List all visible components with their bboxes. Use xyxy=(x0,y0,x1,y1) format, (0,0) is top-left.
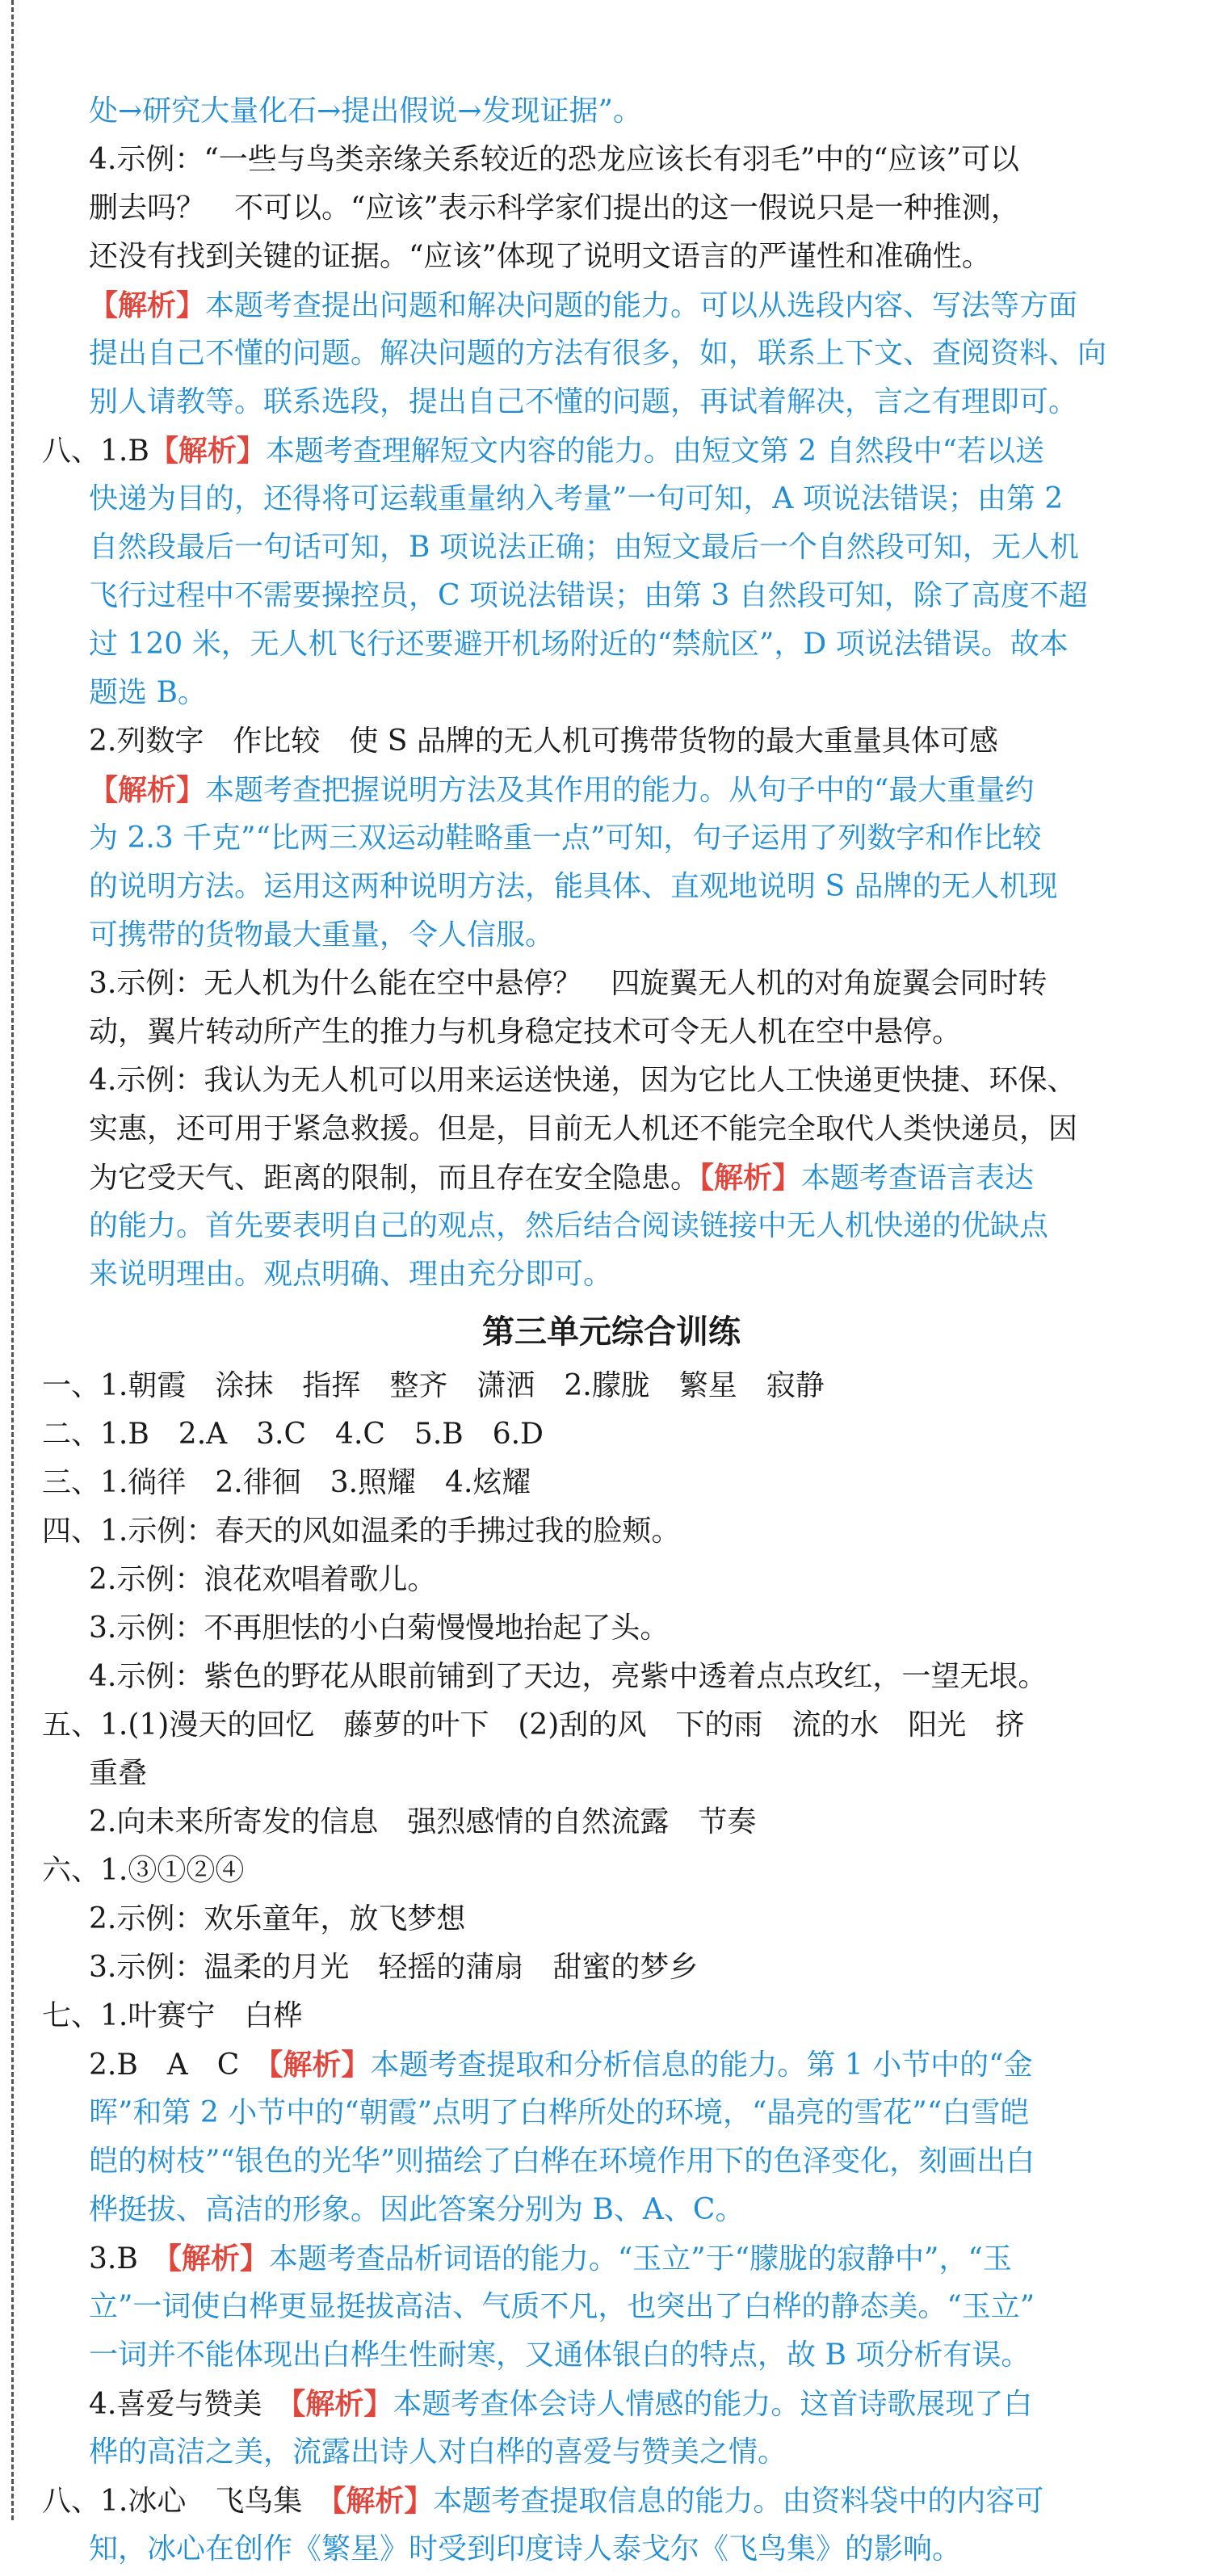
answer-text: 八、1.冰心 飞鸟集 xyxy=(42,2485,303,2518)
text-line: 五、1.(1)漫天的回忆 藤萝的叶下 (2)刮的风 下的雨 流的水 阳光 挤 xyxy=(42,1708,1025,1742)
answer-text: 4.喜爱与赞美 xyxy=(89,2388,262,2421)
analysis-text: 本题考查体会诗人情感的能力。这首诗歌展现了白 xyxy=(393,2388,1033,2421)
dashed-cut-line xyxy=(11,0,14,2520)
text-line: 桦挺拔、高洁的形象。因此答案分别为 B、A、C。 xyxy=(89,2193,745,2226)
text-line: 飞行过程中不需要操控员，C 项说法错误；由第 3 自然段可知，除了高度不超 xyxy=(89,579,1088,612)
text-line: 三、1.徜徉 2.徘徊 3.照耀 4.炫耀 xyxy=(42,1466,531,1499)
text-line: 4.示例：“一些与鸟类亲缘关系较近的恐龙应该长有羽毛”中的“应该”可以 xyxy=(89,143,1019,176)
text-line: 七、1.叶赛宁 白桦 xyxy=(42,1999,303,2032)
analysis-text: 本题考查提取和分析信息的能力。第 1 小节中的“金 xyxy=(370,2049,1033,2082)
text-line: 2.列数字 作比较 使 S 品牌的无人机可携带货物的最大重量具体可感 xyxy=(89,725,998,758)
analysis-line xyxy=(42,766,1181,814)
analysis-tag: 【解析】 xyxy=(89,773,206,807)
analysis-line xyxy=(42,2380,1181,2428)
text-line: 知，冰心在创作《繁星》时受到印度诗人泰戈尔《飞鸟集》的影响。 xyxy=(89,2532,962,2565)
analysis-tag: 【解析】 xyxy=(166,2242,269,2276)
text-line: 一词并不能体现出白桦生性耐寒，又通体银白的特点，故 B 项分析有误。 xyxy=(89,2339,1031,2372)
text-line: 六、1.③①②④ xyxy=(42,1854,245,1887)
text-line: 提出自己不懂的问题。解决问题的方法有很多，如，联系上下文、查阅资料、向 xyxy=(89,337,1107,370)
text-line: 3.示例：无人机为什么能在空中悬停？ 四旋翼无人机的对角旋翼会同时转 xyxy=(89,967,1048,1000)
text-line: 4.示例：我认为无人机可以用来运送快递，因为它比人工快递更快捷、环保、 xyxy=(89,1064,1077,1097)
text-line: 快递为目的，还得将可运载重量纳入考量”一句可知，A 项说法错误；由第 2 xyxy=(89,482,1064,515)
text-line: 删去吗？ 不可以。“应该”表示科学家们提出的这一假说只是一种推测， xyxy=(89,191,1020,225)
analysis-text: 本题考查品析词语的能力。“玉立”于“朦胧的寂静中”，“玉 xyxy=(268,2242,1012,2276)
text-line: 桦的高洁之美，流露出诗人对白桦的喜爱与赞美之情。 xyxy=(89,2435,787,2469)
analysis-tag: 【解析】 xyxy=(291,2387,393,2421)
question-number: 八、1.B xyxy=(42,435,149,468)
analysis-text: 本题考查理解短文内容的能力。由短文第 2 自然段中“若以送 xyxy=(265,435,1045,468)
text-line: 的能力。首先要表明自己的观点，然后结合阅读链接中无人机快递的优缺点 xyxy=(89,1209,1049,1242)
analysis-tag: 【解析】 xyxy=(699,1161,802,1195)
analysis-text: 本题考查语言表达 xyxy=(801,1162,1035,1195)
analysis-tag: 【解析】 xyxy=(149,434,266,468)
text-line: 的说明方法。运用这两种说明方法，能具体、直观地说明 S 品牌的无人机现 xyxy=(89,870,1058,903)
analysis-text: 本题考查提出问题和解决问题的能力。可以从选段内容、写法等方面 xyxy=(205,289,1078,322)
text-line: 动，翼片转动所产生的推力与机身稳定技术可令无人机在空中悬停。 xyxy=(89,1015,962,1048)
text-line: 2.示例：欢乐童年，放飞梦想 xyxy=(89,1902,466,1935)
analysis-line xyxy=(42,2234,1181,2283)
text-line: 为 2.3 千克”“比两三双运动鞋略重一点”可知，句子运用了列数字和作比较 xyxy=(89,822,1042,855)
text-line: 3.示例：不再胆怯的小白菊慢慢地抬起了头。 xyxy=(89,1612,670,1645)
analysis-tag: 【解析】 xyxy=(268,2048,371,2082)
text-line: 处→研究大量化石→提出假说→发现证据”。 xyxy=(89,95,642,128)
text-line: 来说明理由。观点明确、理由充分即可。 xyxy=(89,1258,613,1291)
text-line: 题选 B。 xyxy=(89,676,207,709)
text-line: 自然段最后一句话可知，B 项说法正确；由短文最后一个自然段可知，无人机 xyxy=(89,531,1079,564)
text-line: 2.示例：浪花欢唱着歌儿。 xyxy=(89,1563,437,1596)
analysis-tag: 【解析】 xyxy=(331,2484,434,2518)
section-title: 第三单元综合训练 xyxy=(482,1313,741,1351)
analysis-text: 本题考查提取信息的能力。由资料袋中的内容可 xyxy=(433,2485,1044,2518)
text-line: 过 120 米，无人机飞行还要避开机场附近的“禁航区”，D 项说法错误。故本 xyxy=(89,628,1069,661)
analysis-line xyxy=(42,2040,1181,2089)
analysis-line xyxy=(42,2477,1181,2525)
text-line: 还没有找到关键的证据。“应该”体现了说明文语言的严谨性和准确性。 xyxy=(89,240,991,273)
text-line: 3.示例：温柔的月光 轻摇的蒲扇 甜蜜的梦乡 xyxy=(89,1951,699,1984)
text-line: 二、1.B 2.A 3.C 4.C 5.B 6.D xyxy=(42,1418,544,1451)
answer-text: 3.B xyxy=(89,2242,138,2276)
answer-text: 为它受天气、距离的限制，而且存在安全隐患。 xyxy=(89,1162,700,1195)
text-line: 4.示例：紫色的野花从眼前铺到了天边，亮紫中透着点点玫红，一望无垠。 xyxy=(89,1660,1048,1693)
text-line: 别人请教等。联系选段，提出自己不懂的问题，再试着解决，言之有理即可。 xyxy=(89,385,1078,418)
analysis-line xyxy=(42,281,1181,330)
text-line: 实惠，还可用于紧急救援。但是，目前无人机还不能完全取代人类快递员，因 xyxy=(89,1112,1078,1145)
answer-text: 2.B A C xyxy=(89,2049,240,2082)
text-line: 重叠 xyxy=(89,1757,148,1790)
text-line: 晖”和第 2 小节中的“朝霞”点明了白桦所处的环境，“晶亮的雪花”“白雪皑 xyxy=(89,2096,1030,2129)
analysis-line xyxy=(42,1154,1181,1202)
analysis-text: 本题考查把握说明方法及其作用的能力。从句子中的“最大重量约 xyxy=(205,774,1035,807)
answer-content xyxy=(42,87,1181,2574)
analysis-tag: 【解析】 xyxy=(89,288,206,322)
text-line: 皑的树枝”“银色的光华”则描绘了白桦在环境作用下的色泽变化，刻画出白 xyxy=(89,2145,1035,2178)
text-line: 一、1.朝霞 涂抹 指挥 整齐 潇洒 2.朦胧 繁星 寂静 xyxy=(42,1369,825,1402)
text-line: 2.向未来所寄发的信息 强烈感情的自然流露 节奏 xyxy=(89,1805,757,1838)
analysis-line xyxy=(42,427,1181,475)
text-line: 可携带的货物最大重量，令人信服。 xyxy=(89,918,555,952)
text-line: 立”一词使白桦更显挺拔高洁、气质不凡，也突出了白桦的静态美。“玉立” xyxy=(89,2290,1035,2323)
text-line: 四、1.示例：春天的风如温柔的手拂过我的脸颊。 xyxy=(42,1515,681,1548)
